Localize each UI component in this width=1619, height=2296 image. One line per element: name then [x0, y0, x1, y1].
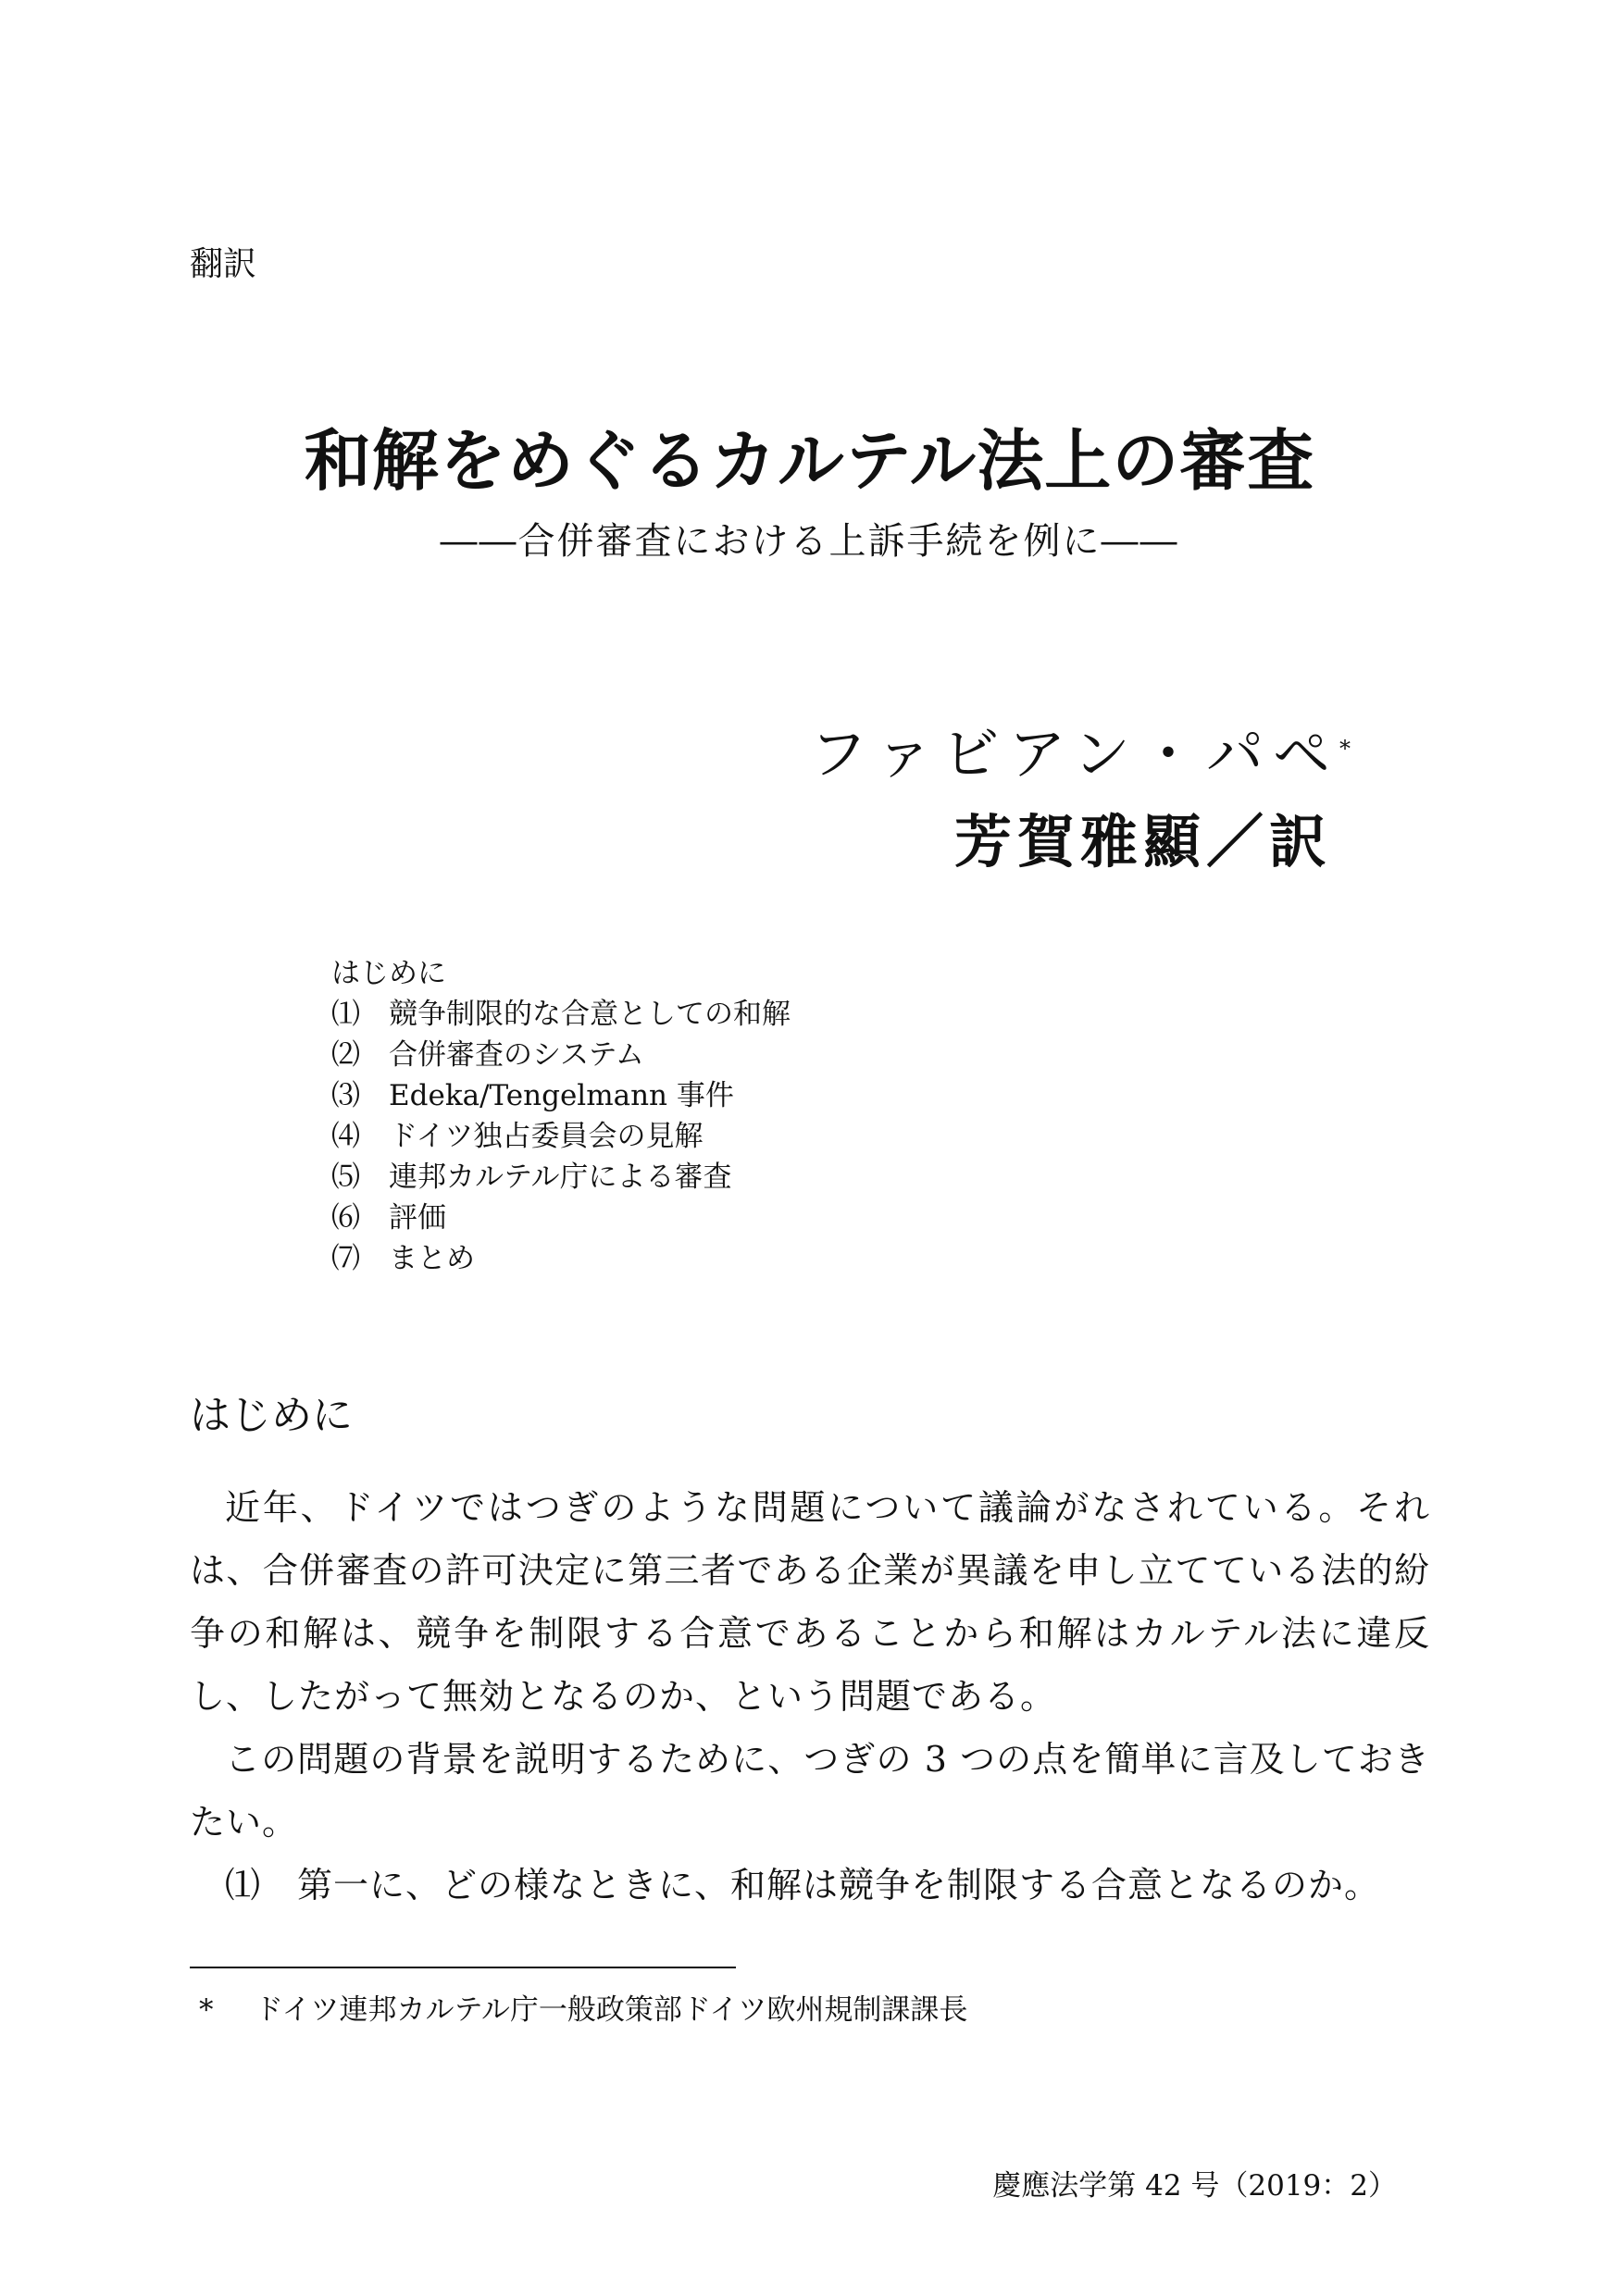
- footnote-text: ドイツ連邦カルテル庁一般政策部ドイツ欧州規制課課長: [255, 1993, 968, 2027]
- toc-item: ⑶ Edeka/Tengelmann 事件: [331, 1079, 734, 1112]
- footnote: [199, 1990, 967, 2030]
- translator-line: 芳賀雅顯／訳: [953, 808, 1332, 875]
- article-category: 翻訳: [190, 245, 257, 283]
- body-paragraph: 近年、ドイツではつぎのような問題について議論がなされている。それは、合併審査の許可決定に第三者である企業が異議を申し立てている法的紛争の和解は、競争を制限する合意であることから和解はカルテル法に違反し、したがって無効となるのか、という問題である。: [190, 1487, 1430, 1717]
- toc-item: ⑺ まとめ: [331, 1242, 475, 1275]
- author-line: [810, 713, 1351, 796]
- journal-footer: 慶應法学第 42 号（2019：2）: [992, 2169, 1397, 2203]
- toc-item: ⑹ 評価: [331, 1201, 446, 1235]
- toc-item: ⑷ ドイツ独占委員会の見解: [331, 1120, 704, 1153]
- body-paragraph: この問題の背景を説明するために、つぎの 3 つの点を簡単に言及しておきたい。: [190, 1739, 1430, 1843]
- body-text: [190, 1476, 1430, 1917]
- author-name: ファビアン・パペ: [809, 720, 1339, 788]
- toc-item: ⑸ 連邦カルテル庁による審査: [331, 1160, 732, 1194]
- toc-item: はじめに: [331, 957, 446, 990]
- toc-item: ⑵ 合併審査のシステム: [331, 1038, 644, 1072]
- author-footnote-mark: *: [1339, 736, 1351, 762]
- body-paragraph: ⑴ 第一に、どの様なときに、和解は競争を制限する合意となるのか。: [225, 1865, 1381, 1905]
- article-subtitle: ――合併審査における上訴手続を例に――: [440, 520, 1179, 563]
- article-title: 和解をめぐるカルテル法上の審査: [304, 421, 1315, 500]
- toc-item: ⑴ 競争制限的な合意としての和解: [331, 998, 791, 1031]
- footnote-mark: *: [199, 1993, 214, 2027]
- section-heading: はじめに: [190, 1392, 353, 1439]
- footnote-divider: [190, 1967, 736, 1968]
- table-of-contents: [331, 953, 791, 1279]
